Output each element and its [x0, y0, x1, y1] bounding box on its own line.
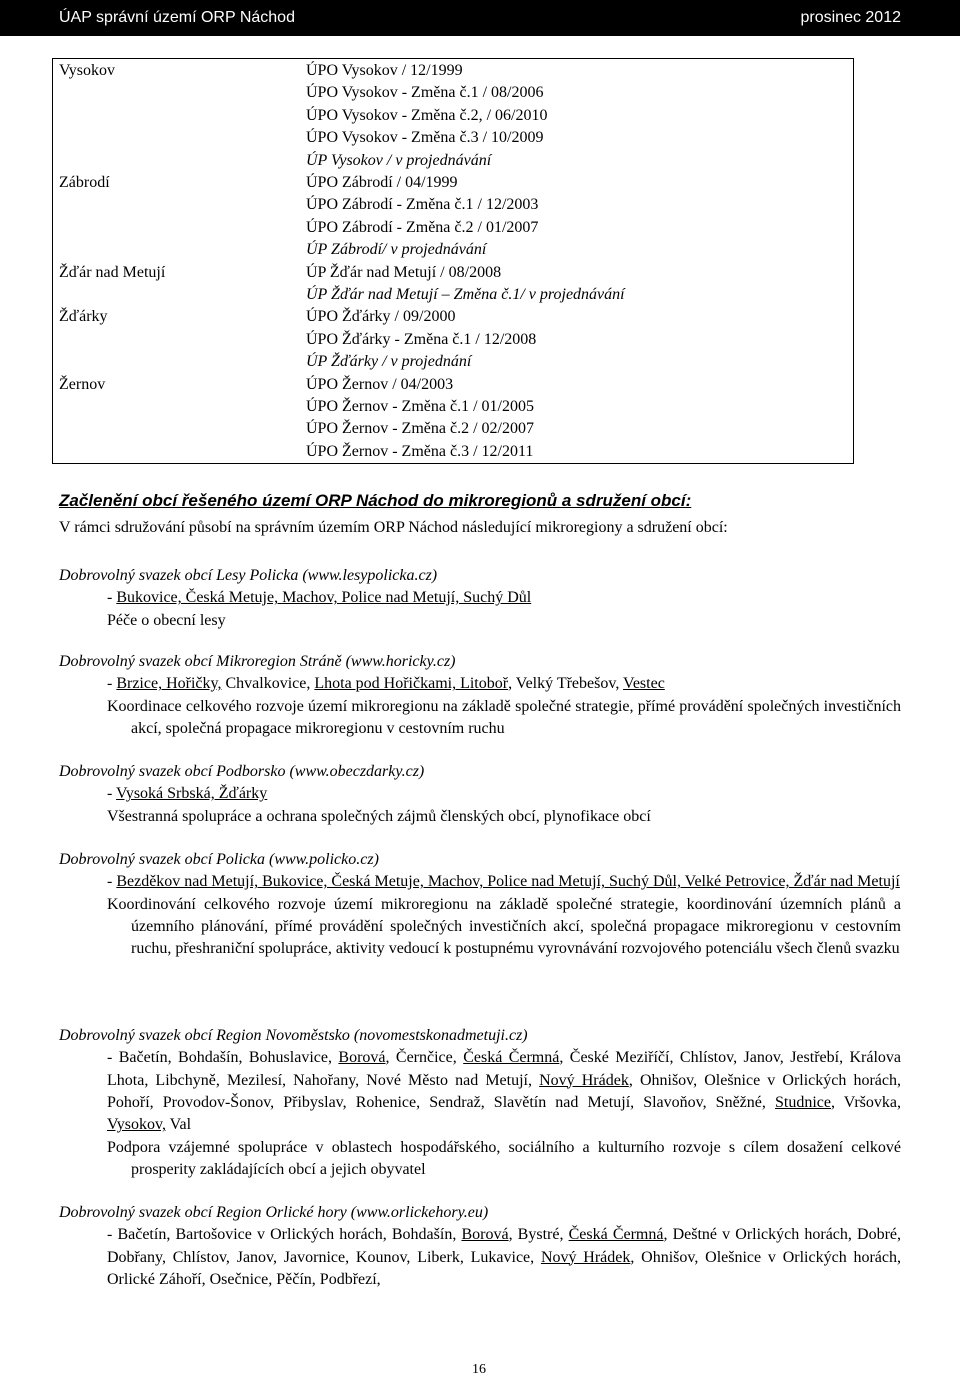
member-text: - Bačetín, Bohdašín, Bohuslavice,	[107, 1049, 339, 1067]
underlined-municipality: Studnice	[774, 1093, 831, 1111]
underlined-municipality: Česká Čermná	[463, 1049, 560, 1067]
underlined-municipality: Bezděkov nad Metují, Bukovice, Česká Metuje, Machov, Police nad Metují, Suchý Důl, Velké Petrovice, Žďár nad Metují	[116, 873, 900, 891]
member-text: , České Meziříčí, Chlístov, Janov, Jestřebí, Králova Lhota, Libchyně, Mezilesí, Nahořany, Nové Město nad Metují,	[107, 1049, 902, 1089]
plan-document: ÚPO Žďárky / 09/2000	[306, 308, 456, 326]
member-text: , Deštné v Orlických horách, Dobré, Dobřany, Chlístov, Janov, Javornice, Kounov, Liberk, Lukavice,	[107, 1226, 902, 1266]
group-purpose: Podpora vzájemné spolupráce v oblastech hospodářského, sociálního a kulturního rozvoje s cílem dosažení celkové prosperity zakládajících obcí a jejich obyvatel	[107, 1138, 901, 1178]
member-text: -	[107, 785, 117, 803]
group-title: Dobrovolný svazek obcí Policka (www.policko.cz)	[59, 851, 379, 868]
underlined-municipality: Nový Hrádek	[539, 1071, 629, 1089]
member-text: - Bačetín, Bartošovice v Orlických horách, Bohdašín,	[107, 1226, 462, 1244]
municipality-name: Žernov	[59, 375, 106, 393]
underlined-municipality: Bukovice, Česká Metuje, Machov, Police nad Metují, Suchý Důl	[116, 589, 532, 607]
member-text: Val	[165, 1116, 192, 1134]
group-members	[107, 1224, 901, 1291]
member-text: Chvalkovice,	[221, 675, 315, 693]
header-date: prosinec 2012	[800, 9, 901, 26]
group-members	[107, 783, 901, 805]
header-title: ÚAP správní území ORP Náchod	[59, 9, 295, 26]
group-title: Dobrovolný svazek obcí Podborsko (www.obeczdarky.cz)	[59, 763, 425, 780]
plan-document: ÚP Zábrodí/ v projednávání	[306, 241, 487, 259]
plan-document: ÚPO Žernov - Změna č.1 / 01/2005	[306, 398, 534, 415]
underlined-municipality: Vysoká Srbská, Žďárky	[116, 785, 268, 803]
underlined-municipality: Vestec	[623, 675, 665, 693]
group-purpose: Koordinace celkového rozvoje území mikroregionu na základě společné strategie, přímé provádění společných investičních akcí, společná propagace mikroregionu v cestovním ruchu	[107, 697, 901, 737]
plan-document: ÚPO Žernov - Změna č.3 / 12/2011	[306, 442, 534, 460]
page-number: 16	[472, 1362, 486, 1377]
member-text: , Vršovka,	[830, 1093, 901, 1111]
plan-document: ÚP Žďárky / v projednání	[306, 353, 472, 371]
intro-paragraph: V rámci sdružování působí na správním územím ORP Náchod následující mikroregiony a sdružení obcí:	[59, 519, 728, 536]
plan-document: ÚPO Zábrodí - Změna č.1 / 12/2003	[306, 196, 539, 214]
group-title: Dobrovolný svazek obcí Mikroregion Stráně (www.horicky.cz)	[59, 653, 456, 670]
group-purpose: Všestranná spolupráce a ochrana společných zájmů členských obcí, plynofikace obcí	[107, 807, 651, 825]
group-members	[107, 673, 901, 695]
underlined-municipality: Česká Čermná	[568, 1226, 664, 1244]
member-text: -	[107, 873, 117, 891]
plan-document: ÚPO Zábrodí - Změna č.2 / 01/2007	[306, 218, 539, 236]
municipality-name: Vysokov	[59, 62, 116, 79]
group-title: Dobrovolný svazek obcí Lesy Policka (www.lesypolicka.cz)	[59, 567, 438, 584]
member-text: -	[107, 675, 117, 693]
plan-document: ÚP Žďár nad Metují – Změna č.1/ v projednávání	[306, 286, 625, 303]
group-members	[107, 871, 901, 893]
municipality-name: Žďár nad Metují	[59, 263, 166, 281]
plan-document: ÚP Vysokov / v projednávání	[306, 151, 492, 169]
member-text: , Velký Třebešov,	[508, 675, 624, 693]
underlined-municipality: Brzice, Hořičky,	[116, 675, 222, 693]
underlined-municipality: Lhota pod Hořičkami, Litoboř	[314, 675, 509, 693]
member-text: -	[107, 589, 117, 607]
underlined-municipality: Borová	[338, 1049, 386, 1067]
member-text: , Černčice,	[385, 1049, 464, 1067]
group-purpose: Péče o obecní lesy	[107, 611, 226, 629]
member-text: , Ohnišov, Olešnice v Orlických horách, Orlické Záhoří, Osečnice, Pěčín, Podbřezí,	[107, 1248, 902, 1288]
plan-document: ÚPO Vysokov - Změna č.1 / 08/2006	[306, 84, 544, 102]
plan-document: ÚPO Žernov - Změna č.2 / 02/2007	[306, 420, 534, 438]
member-text: , Ohnišov, Olešnice v Orlických horách, Pohoří, Provodov-Šonov, Přibyslav, Rohenice, Sendraž, Slavětín nad Metují, Slavoňov, Sněžné,	[107, 1071, 902, 1111]
plan-document: ÚPO Žďárky - Změna č.1 / 12/2008	[306, 330, 537, 348]
plan-document: ÚPO Žernov / 04/2003	[306, 375, 454, 393]
group-members	[107, 1047, 901, 1136]
group-title: Dobrovolný svazek obcí Region Orlické hory (www.orlickehory.eu)	[59, 1204, 489, 1221]
plan-document: ÚPO Vysokov - Změna č.3 / 10/2009	[306, 129, 544, 147]
page-header	[0, 0, 960, 36]
underlined-municipality: Vysokov,	[107, 1116, 166, 1134]
plan-document: ÚPO Vysokov / 12/1999	[306, 62, 463, 79]
municipality-name: Zábrodí	[59, 174, 110, 191]
plan-document: ÚPO Zábrodí / 04/1999	[306, 174, 458, 191]
plan-document: ÚPO Vysokov - Změna č.2, / 06/2010	[306, 106, 548, 124]
municipality-name: Žďárky	[59, 308, 108, 326]
section-title: Začlenění obcí řešeného území ORP Náchod do mikroregionů a sdružení obcí:	[59, 491, 692, 510]
underlined-municipality: Nový Hrádek	[540, 1248, 631, 1266]
group-members	[107, 587, 901, 609]
group-title: Dobrovolný svazek obcí Region Novoměstsko (novomestskonadmetuji.cz)	[59, 1027, 528, 1044]
underlined-municipality: Borová	[461, 1226, 509, 1244]
member-text: , Bystré,	[508, 1226, 569, 1244]
group-purpose: Koordinování celkového rozvoje území mikroregionu na základě společné strategie, koordinování územních plánů a územního plánování, přímé provádění společných investičních akcí, společná propagace mikroregionu v cestovním ruchu, přeshraniční spolupráce, aktivity vedoucí k postupnému vyrovnávání rozvojového potenciálu všech členů svazku	[107, 895, 901, 958]
plan-document: ÚP Žďár nad Metují / 08/2008	[306, 263, 502, 281]
